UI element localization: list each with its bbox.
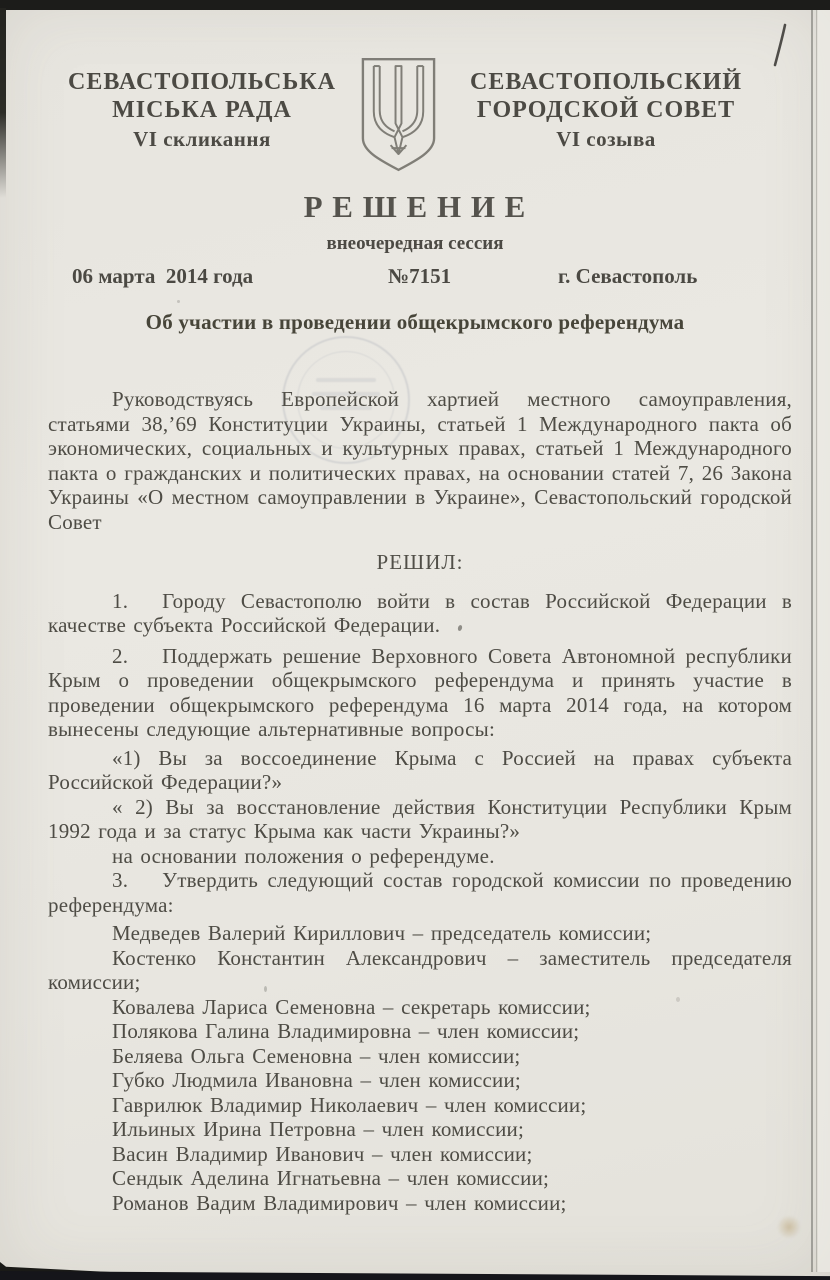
item-number: 1. [112, 588, 129, 613]
decision-title: Р Е Ш Е Н И Е [303, 189, 527, 224]
commission-list [48, 921, 792, 1215]
council-name-ru-line1: СЕВАСТОПОЛЬСКИЙ [469, 69, 743, 95]
item-text: Городу Севастополю войти в состав Российской Федерации в качестве субъекта Российской Федерации. [48, 588, 792, 637]
scan-edge-bottom [0, 1271, 830, 1280]
council-name-russian [460, 68, 752, 153]
item-number: 3. [112, 868, 129, 892]
commission-member: Полякова Галина Владимировна – член комиссии; [112, 1019, 580, 1043]
decision-date: 06 марта 2014 года [72, 264, 254, 288]
council-convocation-uk: VI скликання [133, 127, 271, 151]
item-text: Утвердить следующий состав городской комиссии по проведению референдума: [48, 868, 792, 917]
handwritten-page-number [768, 22, 790, 68]
scan-edge-top [0, 0, 830, 10]
trident-emblem-icon [355, 56, 442, 173]
commission-member: Губко Людмила Ивановна – член комиссии; [112, 1068, 521, 1092]
scan-edge-left [0, 8, 6, 198]
decision-subject: Об участии в проведении общекрымского референдума [145, 310, 685, 334]
commission-member: Медведев Валерий Кириллович – председатель комиссии; [112, 921, 652, 945]
session-type: внеочередная сессия [326, 233, 504, 254]
resolution-item-1 [48, 589, 792, 638]
council-convocation-ru: VI созыва [556, 127, 656, 151]
referendum-basis: на основании положения о референдуме. [112, 843, 495, 868]
council-name-uk-line2: МІСЬКА РАДА [112, 97, 292, 123]
referendum-question-1: «1) Вы за воссоединение Крыма с Россией на правах субъекта Российской Федерации?» [48, 745, 792, 794]
paper-stain [776, 1216, 802, 1238]
preamble-paragraph: Руководствуясь Европейской хартией местного самоуправления, статьями 38,’69 Конституции Украины, статьей 1 Международного пакта об экономических, социальных и культурных правах, статьей 1 Международного пакта о гражданских и политических правах, на основании статей 7, 26 Закона Украины «О местном самоуправлении в Украине», Севастопольский городской Совет [48, 387, 792, 534]
council-name-ru-line2: ГОРОДСКОЙ СОВЕТ [476, 97, 736, 123]
referendum-question-2: « 2) Вы за восстановление действия Конституции Республики Крым 1992 года и за статус Крыма как части Украины?» [48, 794, 792, 843]
decision-body [48, 387, 792, 1215]
scan-speckle [177, 300, 180, 303]
decision-number: №7151 [388, 264, 452, 288]
resolved-heading: РЕШИЛ: [376, 550, 464, 574]
resolution-item-3 [48, 868, 792, 917]
commission-member: Ковалева Лариса Семеновна – секретарь комиссии; [112, 994, 591, 1019]
council-name-uk-line1: СЕВАСТОПОЛЬСЬКА [68, 69, 336, 95]
commission-member: Гаврилюк Владимир Николаевич – член комиссии; [112, 1092, 587, 1117]
council-name-ukrainian [56, 68, 348, 153]
item-text: Поддержать решение Верховного Совета Автономной республики Крым о проведении общекрымского референдума и принять участие в проведении общекрымского референдума 16 марта 2014 года, на котором вынесены следующие альтернативные вопросы: [48, 643, 792, 741]
decision-place: г. Севастополь [558, 264, 698, 288]
item-number: 2. [112, 643, 129, 668]
decision-meta-row [0, 264, 830, 290]
commission-member: Беляева Ольга Семеновна – член комиссии; [112, 1043, 521, 1068]
commission-member: Костенко Константин Александрович – заместитель председателя комиссии; [48, 945, 792, 994]
commission-member: Ильиных Ирина Петровна – член комиссии; [112, 1117, 525, 1141]
resolution-item-2 [48, 644, 792, 742]
commission-member: Сендык Аделина Игнатьевна – член комиссии; [112, 1166, 550, 1190]
commission-member: Романов Вадим Владимирович – член комиссии; [112, 1190, 567, 1215]
commission-member: Васин Владимир Иванович – член комиссии; [112, 1141, 533, 1166]
